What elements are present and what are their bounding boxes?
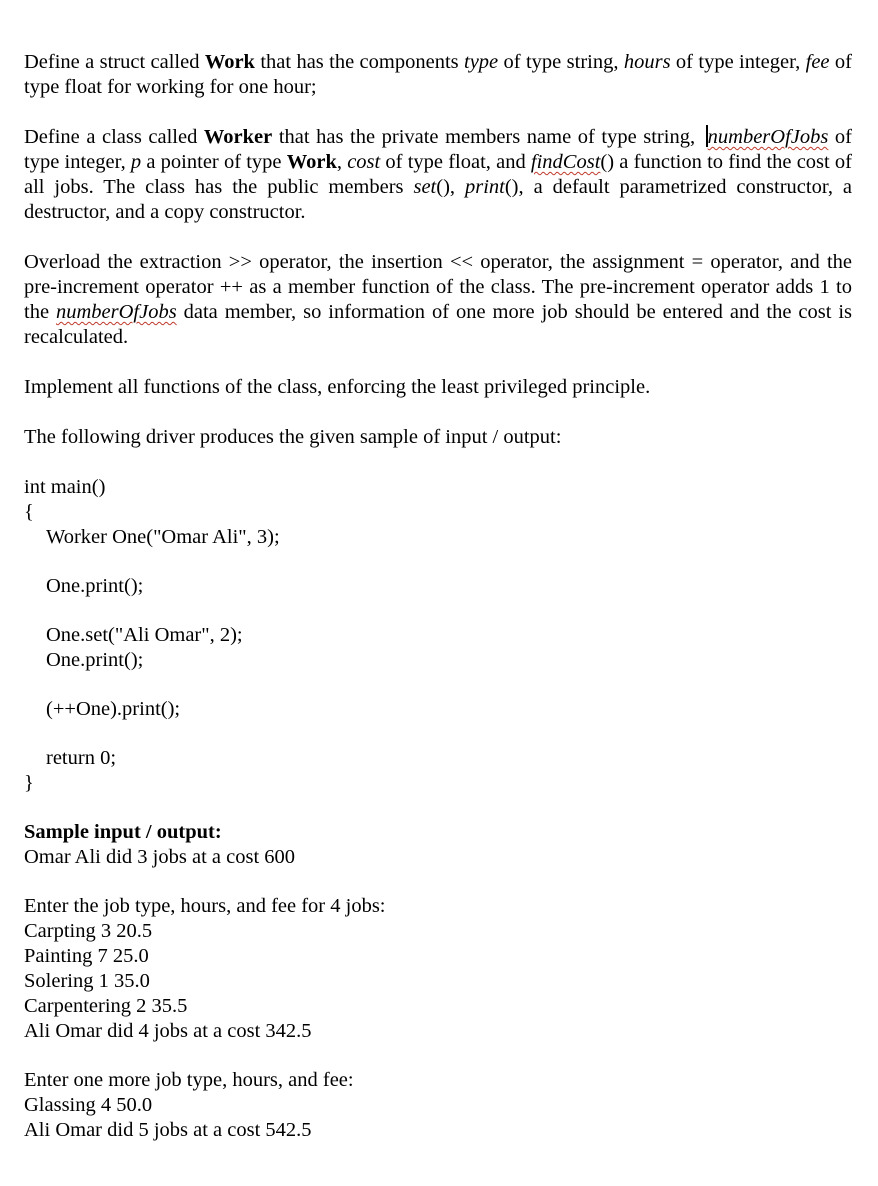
bold-term: Worker (203, 126, 273, 148)
code-line: One.print(); (46, 575, 144, 597)
code-line: } (24, 772, 34, 794)
sample-line: Ali Omar did 5 jobs at a cost 542.5 (24, 1119, 312, 1141)
text: data member, so information of one more job should be entered and the cost is recalculated. (24, 301, 852, 348)
text: Define a class called (24, 126, 204, 148)
sample-line: Painting 7 25.0 (24, 945, 149, 967)
sample-line: Glassing 4 50.0 (24, 1094, 153, 1116)
code-line: Worker One("Omar Ali", 3); (46, 526, 280, 548)
code-line: return 0; (46, 747, 117, 769)
text: of type float, and (380, 151, 531, 173)
text: a pointer of type (141, 151, 287, 173)
text: of type string, (498, 51, 624, 73)
italic-term: print (464, 176, 505, 198)
italic-term: p (130, 151, 142, 173)
sample-line: Solering 1 35.0 (24, 970, 150, 992)
paragraph-driver-intro: The following driver produces the given sample of input / output: (24, 426, 562, 448)
code-line: One.set("Ali Omar", 2); (46, 624, 243, 646)
text: that has the private members name of type string, (272, 126, 702, 148)
text: , (336, 151, 348, 173)
text: of type integer, (670, 51, 806, 73)
paragraph-class-definition (24, 125, 852, 225)
bold-term: Work (286, 151, 337, 173)
bold-term: Work (204, 51, 255, 73)
text: Overload the extraction >> operator, the insertion << operator, the assignment = operator, and the pre-increment operator ++ as a member function of the class. The pre-increment operator adds 1 to the (24, 251, 852, 323)
sample-line: Enter the job type, hours, and fee for 4 jobs: (24, 895, 386, 917)
sample-io (24, 820, 852, 1143)
sample-line: Ali Omar did 4 jobs at a cost 342.5 (24, 1020, 312, 1042)
text: () a function to find the cost of all jobs. The class has the public members (24, 151, 853, 198)
spellcheck-term: numberOfJobs (707, 126, 829, 148)
italic-term: fee (805, 51, 830, 73)
sample-line: Carpentering 2 35.5 (24, 995, 188, 1017)
italic-term: type (464, 51, 499, 73)
text: that has the components (254, 51, 464, 73)
paragraph-implement: Implement all functions of the class, enforcing the least privileged principle. (24, 376, 651, 398)
code-line: (++One).print(); (46, 698, 181, 720)
spellcheck-term: numberOfJobs (55, 301, 177, 323)
text: Define a struct called (24, 51, 205, 73)
document-page (24, 50, 852, 1143)
text: of type integer, (24, 126, 852, 173)
italic-term: hours (623, 51, 671, 73)
text: (), (436, 176, 465, 198)
code-line: { (24, 501, 34, 523)
code-driver (24, 475, 852, 796)
sample-heading: Sample input / output: (24, 821, 222, 843)
text: (), a default parametrized constructor, a destructor, and a copy constructor. (24, 176, 852, 223)
text: of type float for working for one hour; (24, 51, 852, 98)
paragraph-operator-overloading (24, 250, 852, 350)
italic-term: cost (347, 151, 381, 173)
sample-line: Carpting 3 20.5 (24, 920, 153, 942)
sample-line: Omar Ali did 3 jobs at a cost 600 (24, 846, 296, 868)
paragraph-struct-definition (24, 50, 852, 100)
code-line: int main() (24, 476, 106, 498)
spellcheck-term: findCost (530, 151, 601, 173)
italic-term: set (413, 176, 437, 198)
sample-line: Enter one more job type, hours, and fee: (24, 1069, 354, 1091)
code-line: One.print(); (46, 649, 144, 671)
